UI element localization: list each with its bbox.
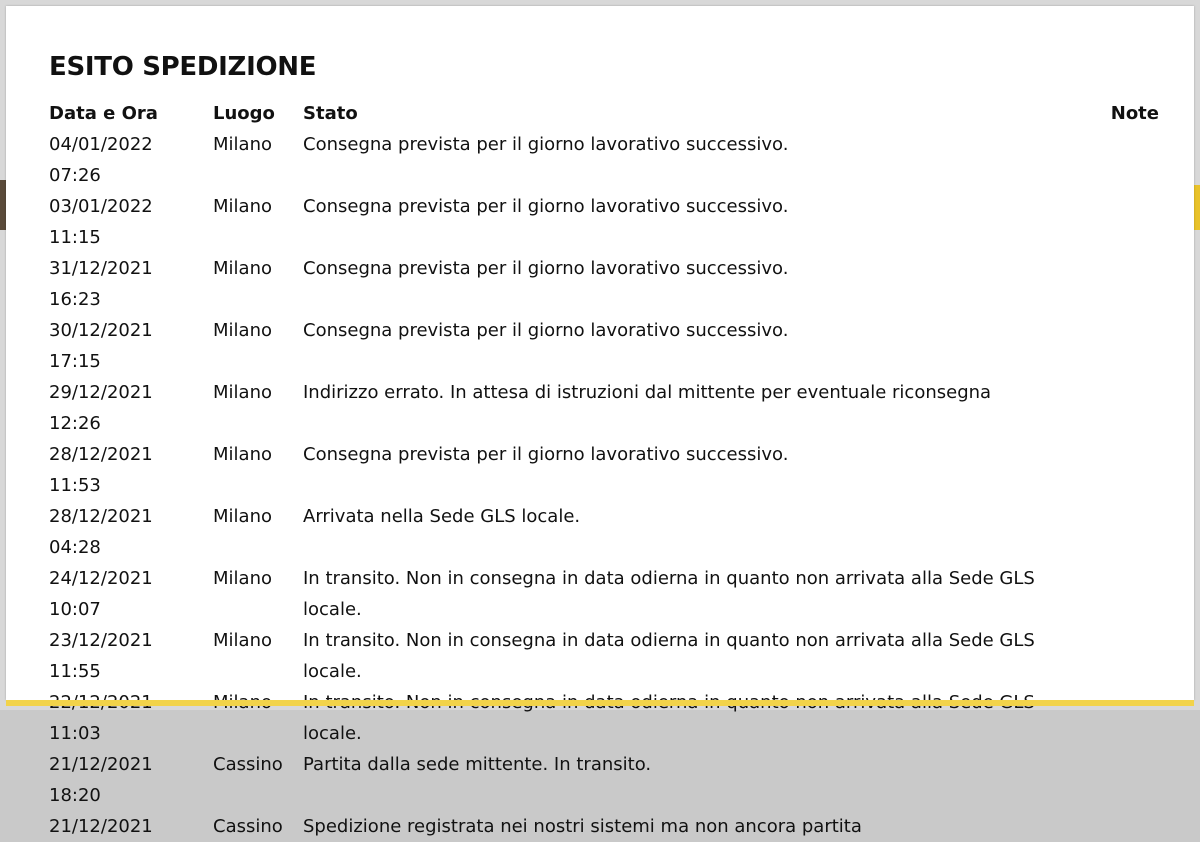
cell-place: Milano xyxy=(213,134,272,155)
header-date: Data e Ora xyxy=(49,103,158,124)
table-row xyxy=(49,253,1159,315)
header-note: Note xyxy=(1110,103,1159,124)
cell-status: locale. xyxy=(303,723,362,744)
cell-date: 28/12/2021 04:28 xyxy=(49,506,153,558)
cell-status: Arrivata nella Sede GLS locale. xyxy=(303,506,581,527)
cell-date: 03/01/2022 11:15 xyxy=(49,196,153,248)
cell-date: 24/12/2021 10:07 xyxy=(49,568,153,620)
cell-place: Milano xyxy=(213,444,272,465)
cell-date: 21/12/2021 18:20 xyxy=(49,754,153,806)
tracking-table xyxy=(49,98,1159,842)
cell-date: 29/12/2021 12:26 xyxy=(49,382,153,434)
tracking-content xyxy=(49,50,1159,842)
cell-note xyxy=(1101,749,1159,811)
tracking-panel xyxy=(6,6,1194,837)
cell-place: Milano xyxy=(213,258,272,279)
table-row xyxy=(49,749,1159,811)
cell-place: Milano xyxy=(213,506,272,527)
cell-status: Partita dalla sede mittente. In transito. xyxy=(303,754,652,775)
cell-date: 11:03 xyxy=(49,723,101,744)
cell-status: Consegna prevista per il giorno lavorativo successivo. xyxy=(303,320,789,341)
table-row xyxy=(49,315,1159,377)
cell-place: Milano xyxy=(213,630,272,651)
cell-place: Milano xyxy=(213,320,272,341)
cell-status: Indirizzo errato. In attesa di istruzioni dal mittente per eventuale riconsegna xyxy=(303,382,992,403)
cell-note xyxy=(1101,687,1159,749)
cell-date: 04/01/2022 07:26 xyxy=(49,134,153,186)
cell-note xyxy=(1101,377,1159,439)
table-row xyxy=(49,687,1159,749)
cell-place: Milano xyxy=(213,196,272,217)
cell-status: Consegna prevista per il giorno lavorativo successivo. xyxy=(303,444,789,465)
cell-place: Cassino xyxy=(213,816,283,837)
table-row xyxy=(49,625,1159,687)
header-status: Stato xyxy=(303,103,358,124)
page-title: ESITO SPEDIZIONE xyxy=(49,52,317,82)
cell-place: Milano xyxy=(213,568,272,589)
table-row xyxy=(49,377,1159,439)
table-body xyxy=(49,129,1159,842)
cell-note xyxy=(1101,191,1159,253)
bottom-accent-bar xyxy=(6,700,1194,706)
header-place: Luogo xyxy=(213,103,275,124)
cell-place: Milano xyxy=(213,382,272,403)
table-header xyxy=(49,98,1159,129)
header-row xyxy=(49,98,1159,129)
cell-date: 28/12/2021 11:53 xyxy=(49,444,153,496)
cell-status: Consegna prevista per il giorno lavorativo successivo. xyxy=(303,258,789,279)
cell-note xyxy=(1101,563,1159,625)
background-edge-right xyxy=(1194,185,1200,230)
table-row xyxy=(49,563,1159,625)
cell-status: In transito. Non in consegna in data odierna in quanto non arrivata alla Sede GLS locale. xyxy=(303,630,1035,682)
cell-place xyxy=(213,687,303,749)
table-row xyxy=(49,501,1159,563)
cell-date: 30/12/2021 17:15 xyxy=(49,320,153,372)
cell-note xyxy=(1101,129,1159,191)
cell-note xyxy=(1101,811,1159,842)
cell-status: Consegna prevista per il giorno lavorativo successivo. xyxy=(303,196,789,217)
table-row xyxy=(49,439,1159,501)
cell-status: Consegna prevista per il giorno lavorativo successivo. xyxy=(303,134,789,155)
cell-note xyxy=(1101,625,1159,687)
table-row xyxy=(49,811,1159,842)
cell-note xyxy=(1101,439,1159,501)
cell-place: Cassino xyxy=(213,754,283,775)
cell-note xyxy=(1101,253,1159,315)
cell-date: 23/12/2021 11:55 xyxy=(49,630,153,682)
cell-status: In transito. Non in consegna in data odierna in quanto non arrivata alla Sede GLS locale. xyxy=(303,568,1035,620)
cell-date: 21/12/2021 xyxy=(49,816,153,837)
cell-date: 31/12/2021 16:23 xyxy=(49,258,153,310)
table-row xyxy=(49,191,1159,253)
cell-note xyxy=(1101,315,1159,377)
table-row xyxy=(49,129,1159,191)
cell-note xyxy=(1101,501,1159,563)
cell-status: Spedizione registrata nei nostri sistemi ma non ancora partita xyxy=(303,816,862,837)
